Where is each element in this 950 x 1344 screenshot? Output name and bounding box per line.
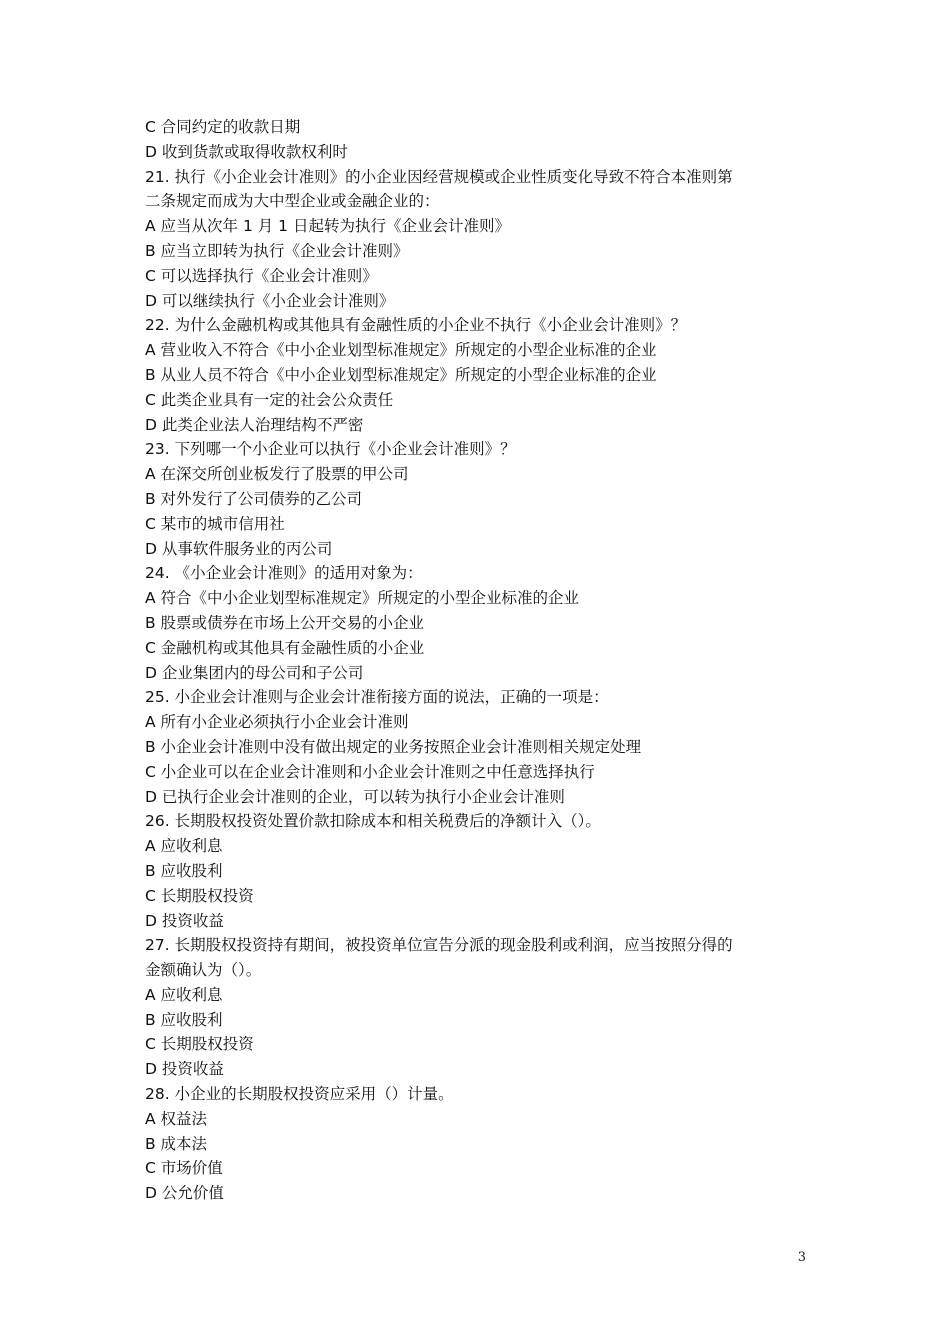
text-line: 28. 小企业的长期股权投资应采用（）计量。: [145, 1085, 454, 1104]
text-line: A 在深交所创业板发行了股票的甲公司: [145, 465, 409, 484]
text-line: D 公允价值: [145, 1184, 224, 1203]
text-line: B 成本法: [145, 1134, 208, 1153]
text-line: A 权益法: [145, 1109, 208, 1128]
document-body: [145, 115, 810, 1206]
text-line: A 符合《中小企业划型标准规定》所规定的小型企业标准的企业: [145, 589, 580, 608]
text-line: A 营业收入不符合《中小企业划型标准规定》所规定的小型企业标准的企业: [145, 341, 657, 360]
text-line: B 应收股利: [145, 861, 223, 880]
text-line: B 小企业会计准则中没有做出规定的业务按照企业会计准则相关规定处理: [145, 737, 642, 756]
text-line: C 合同约定的收款日期: [145, 118, 301, 136]
text-line: 25. 小企业会计准则与企业会计准衔接方面的说法，正确的一项是：: [145, 688, 609, 707]
text-line: 22. 为什么金融机构或其他具有金融性质的小企业不执行《小企业会计准则》？: [145, 316, 687, 335]
text-line: A 应收利息: [145, 985, 223, 1004]
text-line: C 市场价值: [145, 1159, 223, 1178]
text-line: C 此类企业具有一定的社会公众责任: [145, 390, 394, 409]
text-line: B 应收股利: [145, 1010, 223, 1029]
text-line: A 应当从次年 1 月 1 日起转为执行《企业会计准则》: [145, 217, 510, 236]
text-line: D 企业集团内的母公司和子公司: [145, 663, 364, 682]
text-line: B 对外发行了公司债券的乙公司: [145, 489, 363, 508]
text-line: 24. 《小企业会计准则》的适用对象为：: [145, 564, 423, 583]
text-line: B 从业人员不符合《中小企业划型标准规定》所规定的小型企业标准的企业: [145, 365, 657, 384]
text-line: C 可以选择执行《企业会计准则》: [145, 266, 378, 285]
text-line: B 股票或债券在市场上公开交易的小企业: [145, 613, 425, 632]
text-line: 21. 执行《小企业会计准则》的小企业因经营规模或企业性质变化导致不符合本准则第: [145, 167, 733, 186]
text-line: D 投资收益: [145, 911, 224, 930]
text-line: C 长期股权投资: [145, 886, 254, 905]
text-line: D 已执行企业会计准则的企业，可以转为执行小企业会计准则: [145, 787, 565, 806]
text-line: D 可以继续执行《小企业会计准则》: [145, 291, 395, 310]
text-line: 金额确认为（）。: [145, 961, 262, 980]
text-line: A 应收利息: [145, 837, 223, 856]
text-line: C 某市的城市信用社: [145, 514, 285, 533]
text-line: D 此类企业法人治理结构不严密: [145, 415, 364, 434]
text-line: 26. 长期股权投资处置价款扣除成本和相关税费后的净额计入（）。: [145, 812, 601, 831]
text-line: 23. 下列哪一个小企业可以执行《小企业会计准则》？: [145, 440, 516, 459]
text-line: D 从事软件服务业的丙公司: [145, 539, 333, 558]
text-line: A 所有小企业必须执行小企业会计准则: [145, 713, 409, 732]
text-line: C 金融机构或其他具有金融性质的小企业: [145, 638, 425, 657]
text-line: 27. 长期股权投资持有期间，被投资单位宣告分派的现金股利或利润，应当按照分得的: [145, 936, 733, 955]
text-line: C 小企业可以在企业会计准则和小企业会计准则之中任意选择执行: [145, 762, 595, 781]
text-line: C 长期股权投资: [145, 1035, 254, 1054]
text-line: D 收到货款或取得收款权利时: [145, 142, 348, 161]
text-line: D 投资收益: [145, 1060, 224, 1079]
text-line: B 应当立即转为执行《企业会计准则》: [145, 241, 409, 260]
page-number: 3: [797, 1250, 806, 1265]
text-line: 二条规定而成为大中型企业或金融企业的：: [145, 192, 440, 211]
